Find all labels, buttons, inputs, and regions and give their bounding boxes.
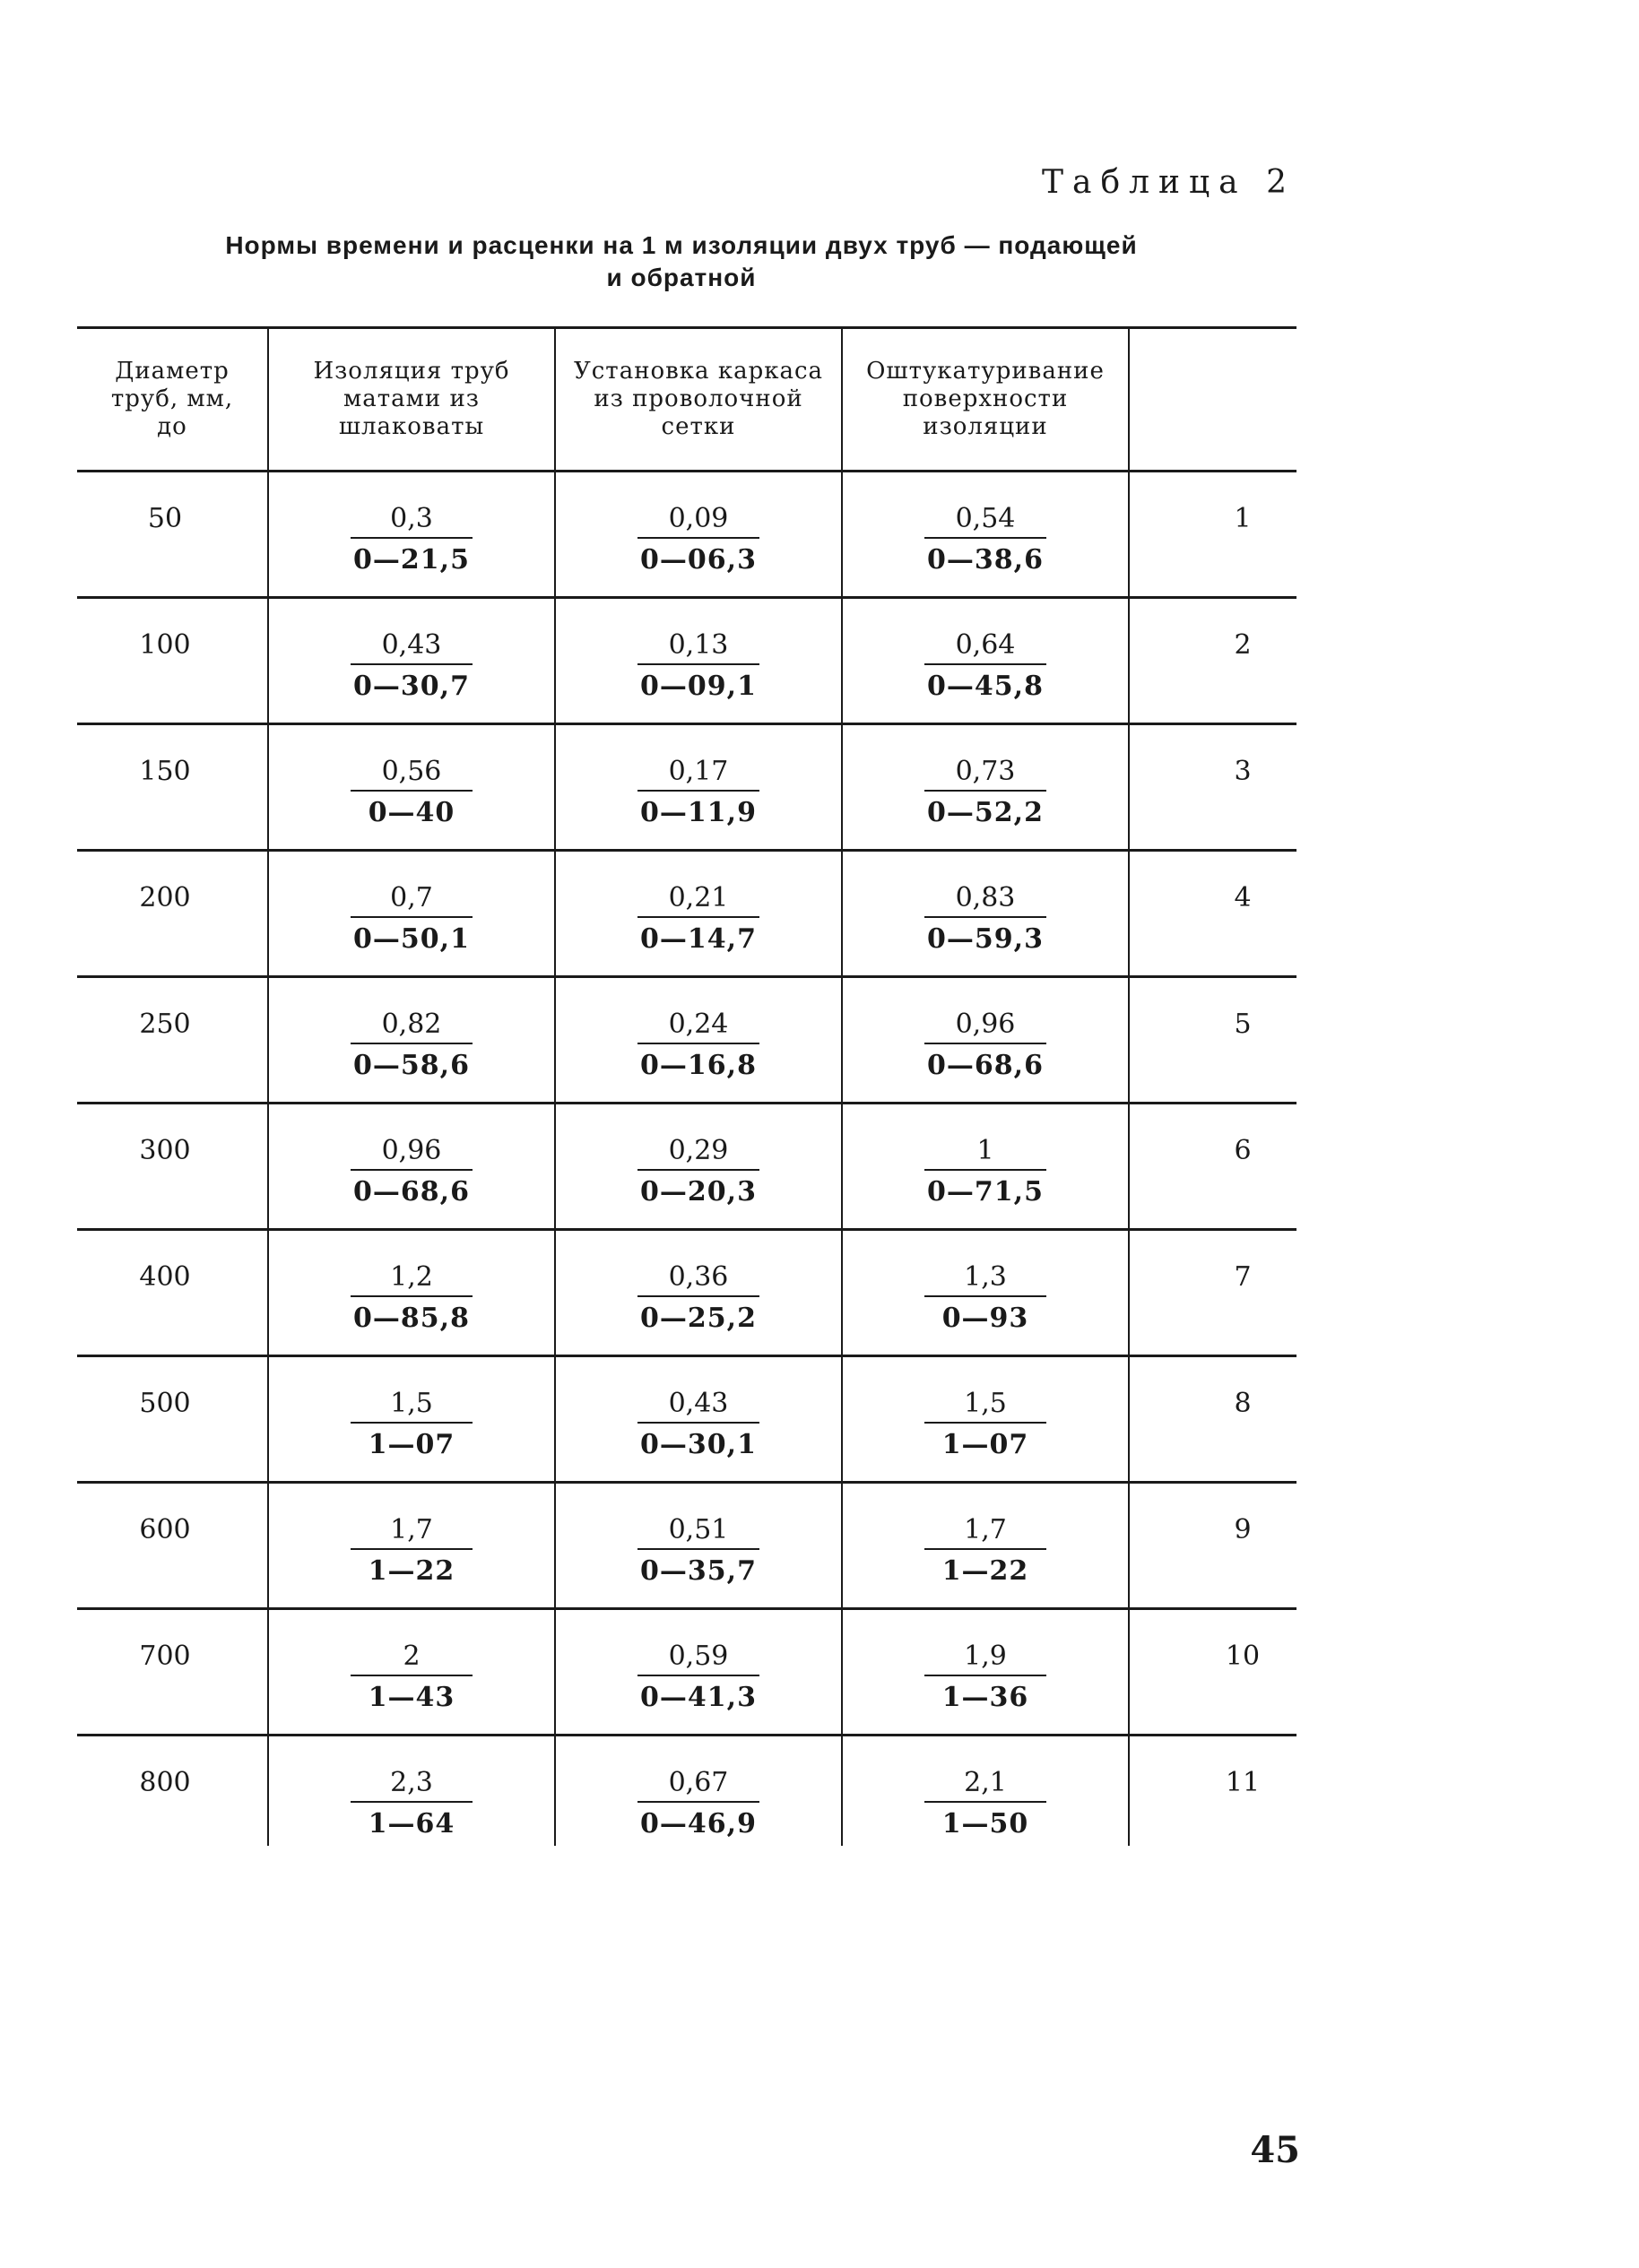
norm-fraction-cell [322, 629, 501, 703]
time-norm: 1 [976, 1135, 994, 1166]
time-norm: 0,13 [668, 629, 729, 661]
price-rate: 0—16,8 [640, 1050, 757, 1081]
table-title-line-2: и обратной [606, 264, 757, 291]
diameter-cell: 400 [139, 1261, 191, 1293]
price-rate: 1—43 [368, 1682, 455, 1713]
norm-fraction-cell [896, 1514, 1075, 1588]
price-rate: 0—20,3 [640, 1176, 757, 1208]
fraction-bar [924, 1548, 1046, 1550]
row-number: 11 [1225, 1767, 1261, 1798]
time-norm: 0,7 [390, 882, 433, 913]
header-diameter: Диаметр труб, мм, до [110, 358, 234, 440]
diameter-cell: 100 [139, 629, 191, 661]
row-number: 3 [1234, 756, 1252, 787]
fraction-bar [351, 1043, 473, 1044]
fraction-bar [351, 916, 473, 918]
time-norm: 0,96 [955, 1008, 1016, 1040]
price-rate: 0—30,7 [353, 671, 470, 702]
column-divider-2 [554, 329, 556, 1846]
time-norm: 0,56 [381, 756, 442, 787]
table-title [134, 229, 1228, 294]
time-norm: 0,17 [668, 756, 729, 787]
table-row [77, 978, 1296, 1106]
price-rate: 1—22 [941, 1555, 1029, 1587]
fraction-bar [637, 1295, 759, 1297]
fraction-bar [924, 1295, 1046, 1297]
time-norm: 1,9 [964, 1640, 1007, 1672]
time-norm: 0,59 [668, 1640, 729, 1672]
row-number: 4 [1234, 882, 1252, 913]
diameter-cell: 250 [139, 1008, 191, 1040]
fraction-bar [637, 1422, 759, 1424]
norm-fraction-cell [322, 1388, 501, 1461]
price-rate: 0—50,1 [353, 923, 470, 955]
price-rate: 1—07 [941, 1429, 1029, 1460]
fraction-bar [351, 790, 473, 792]
norm-fraction-cell [322, 1261, 501, 1335]
price-rate: 0—41,3 [640, 1682, 757, 1713]
norm-fraction-cell [322, 1514, 501, 1588]
table-title-line-1: Нормы времени и расценки на 1 м изоляции двух труб — подающей [225, 231, 1138, 259]
table-label: Таблица 2 [1042, 164, 1296, 201]
time-norm: 1,7 [390, 1514, 433, 1545]
column-divider-4 [1128, 329, 1130, 1846]
fraction-bar [637, 1043, 759, 1044]
norm-fraction-cell [896, 756, 1075, 829]
fraction-bar [924, 916, 1046, 918]
fraction-bar [924, 1043, 1046, 1044]
diameter-cell: 700 [139, 1640, 191, 1672]
fraction-bar [924, 1169, 1046, 1171]
table-row [77, 599, 1296, 727]
fraction-bar [924, 1675, 1046, 1676]
price-rate: 0—58,6 [353, 1050, 470, 1081]
norm-fraction-cell [609, 1514, 788, 1588]
norm-fraction-cell [896, 882, 1075, 956]
row-number: 8 [1234, 1388, 1252, 1419]
diameter-cell: 500 [139, 1388, 191, 1419]
price-rate: 0—46,9 [640, 1808, 757, 1840]
time-norm: 0,3 [390, 503, 433, 534]
price-rate: 0—38,6 [927, 544, 1044, 576]
table-row [77, 1104, 1296, 1233]
fraction-bar [351, 663, 473, 665]
column-divider-3 [841, 329, 843, 1846]
diameter-cell: 150 [139, 756, 191, 787]
norm-fraction-cell [896, 629, 1075, 703]
fraction-bar [637, 537, 759, 539]
time-norm: 0,67 [668, 1767, 729, 1798]
time-norm: 2 [403, 1640, 421, 1672]
norm-fraction-cell [896, 503, 1075, 576]
time-norm: 0,51 [668, 1514, 729, 1545]
time-norm: 0,43 [668, 1388, 729, 1419]
norm-fraction-cell [322, 756, 501, 829]
fraction-bar [637, 790, 759, 792]
norm-fraction-cell [609, 1135, 788, 1208]
norm-fraction-cell [896, 1388, 1075, 1461]
price-rate: 0—52,2 [927, 797, 1044, 828]
price-rate: 0—30,1 [640, 1429, 757, 1460]
fraction-bar [637, 1801, 759, 1803]
norm-fraction-cell [322, 882, 501, 956]
row-number: 5 [1234, 1008, 1252, 1040]
fraction-bar [637, 1675, 759, 1676]
time-norm: 0,64 [955, 629, 1016, 661]
norm-fraction-cell [322, 503, 501, 576]
price-rate: 0—68,6 [927, 1050, 1044, 1081]
price-rate: 0—71,5 [927, 1176, 1044, 1208]
price-rate: 1—22 [368, 1555, 455, 1587]
price-rate: 0—35,7 [640, 1555, 757, 1587]
diameter-cell: 300 [139, 1135, 191, 1166]
price-rate: 0—45,8 [927, 671, 1044, 702]
row-number: 2 [1234, 629, 1252, 661]
fraction-bar [637, 1548, 759, 1550]
time-norm: 2,1 [964, 1767, 1007, 1798]
price-rate: 0—25,2 [640, 1303, 757, 1334]
table-row [77, 1231, 1296, 1359]
norm-fraction-cell [896, 1135, 1075, 1208]
diameter-cell: 50 [147, 503, 183, 534]
fraction-bar [351, 1801, 473, 1803]
time-norm: 1,5 [964, 1388, 1007, 1419]
time-norm: 2,3 [390, 1767, 433, 1798]
time-norm: 0,54 [955, 503, 1016, 534]
time-norm: 0,36 [668, 1261, 729, 1293]
norm-fraction-cell [609, 1261, 788, 1335]
table-row [77, 472, 1296, 601]
time-norm: 1,7 [964, 1514, 1007, 1545]
fraction-bar [351, 1675, 473, 1676]
time-norm: 1,5 [390, 1388, 433, 1419]
price-rate: 0—93 [941, 1303, 1029, 1334]
norm-fraction-cell [322, 1135, 501, 1208]
row-number: 6 [1234, 1135, 1252, 1166]
fraction-bar [637, 916, 759, 918]
fraction-bar [924, 1422, 1046, 1424]
price-rate: 0—14,7 [640, 923, 757, 955]
fraction-bar [637, 663, 759, 665]
price-rate: 1—50 [941, 1808, 1029, 1840]
price-rate: 0—40 [368, 797, 455, 828]
table-row [77, 1357, 1296, 1485]
norm-fraction-cell [609, 629, 788, 703]
time-norm: 1,3 [964, 1261, 1007, 1293]
price-rate: 1—07 [368, 1429, 455, 1460]
table-row [77, 1484, 1296, 1612]
norm-fraction-cell [609, 1008, 788, 1082]
page-number: 45 [1250, 2129, 1300, 2171]
norm-fraction-cell [322, 1767, 501, 1840]
table-row [77, 725, 1296, 853]
fraction-bar [924, 790, 1046, 792]
table-row [77, 1610, 1296, 1738]
header-wire-mesh-frame: Установка каркаса из проволочной сетки [573, 358, 824, 440]
column-divider-1 [267, 329, 269, 1846]
norm-fraction-cell [609, 1767, 788, 1840]
time-norm: 0,09 [668, 503, 729, 534]
fraction-bar [351, 1169, 473, 1171]
norm-fraction-cell [896, 1640, 1075, 1714]
time-norm: 0,96 [381, 1135, 442, 1166]
time-norm: 0,82 [381, 1008, 442, 1040]
row-number: 9 [1234, 1514, 1252, 1545]
header-row-number [1130, 329, 1296, 470]
norm-fraction-cell [896, 1261, 1075, 1335]
time-norm: 1,2 [390, 1261, 433, 1293]
header-slag-wool-insulation: Изоляция труб матами из шлаковаты [313, 358, 510, 440]
price-rate: 1—36 [941, 1682, 1029, 1713]
price-rate: 0—06,3 [640, 544, 757, 576]
price-rate: 0—68,6 [353, 1176, 470, 1208]
diameter-cell: 600 [139, 1514, 191, 1545]
time-norm: 0,83 [955, 882, 1016, 913]
norm-fraction-cell [609, 1388, 788, 1461]
table-header [77, 329, 1296, 470]
norm-fraction-cell [609, 503, 788, 576]
price-rate: 1—64 [368, 1808, 455, 1840]
price-rate: 0—85,8 [353, 1303, 470, 1334]
time-norm: 0,73 [955, 756, 1016, 787]
norm-fraction-cell [896, 1008, 1075, 1082]
norm-fraction-cell [322, 1640, 501, 1714]
time-norm: 0,21 [668, 882, 729, 913]
norm-fraction-cell [609, 1640, 788, 1714]
price-rate: 0—09,1 [640, 671, 757, 702]
table-row [77, 1736, 1296, 1865]
price-rate: 0—11,9 [640, 797, 757, 828]
row-number: 10 [1225, 1640, 1261, 1672]
table-row [77, 852, 1296, 980]
diameter-cell: 200 [139, 882, 191, 913]
time-norm: 0,29 [668, 1135, 729, 1166]
fraction-bar [924, 1801, 1046, 1803]
price-rate: 0—59,3 [927, 923, 1044, 955]
header-surface-plastering: Оштукатуривание поверхности изоляции [866, 358, 1105, 440]
fraction-bar [351, 1548, 473, 1550]
fraction-bar [924, 663, 1046, 665]
diameter-cell: 800 [139, 1767, 191, 1798]
norm-fraction-cell [322, 1008, 501, 1082]
row-number: 1 [1234, 503, 1252, 534]
fraction-bar [637, 1169, 759, 1171]
norm-fraction-cell [609, 756, 788, 829]
price-rate: 0—21,5 [353, 544, 470, 576]
norm-fraction-cell [609, 882, 788, 956]
norm-fraction-cell [896, 1767, 1075, 1840]
time-norm: 0,43 [381, 629, 442, 661]
fraction-bar [351, 1295, 473, 1297]
fraction-bar [351, 1422, 473, 1424]
row-number: 7 [1234, 1261, 1252, 1293]
fraction-bar [924, 537, 1046, 539]
time-norm: 0,24 [668, 1008, 729, 1040]
fraction-bar [351, 537, 473, 539]
